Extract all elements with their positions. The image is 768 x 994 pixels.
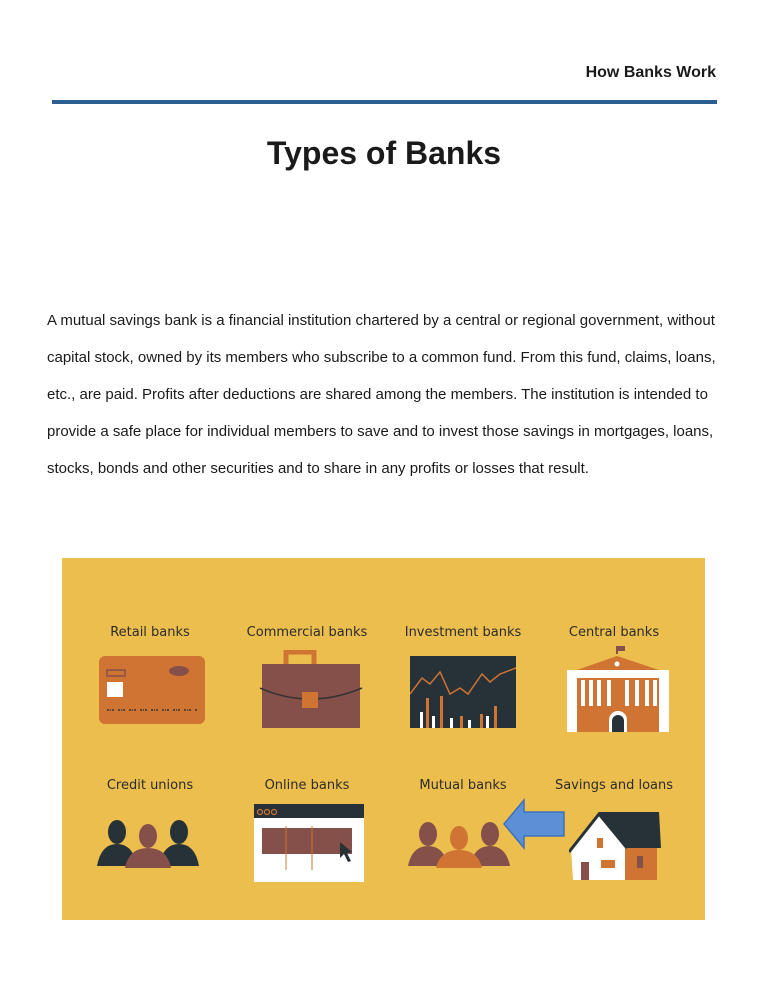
house-icon bbox=[569, 812, 661, 880]
mutual-bank-people-icon bbox=[408, 820, 510, 870]
credit-union-people-icon bbox=[97, 818, 199, 868]
label-investment-banks: Investment banks bbox=[404, 625, 522, 640]
central-bank-building-icon bbox=[567, 644, 669, 732]
left-arrow-icon bbox=[502, 798, 566, 850]
bank-types-illustration bbox=[62, 558, 705, 920]
label-mutual-banks: Mutual banks bbox=[419, 778, 507, 793]
section-header: How Banks Work bbox=[585, 64, 716, 81]
briefcase-icon bbox=[260, 650, 364, 730]
page-title: Types of Banks bbox=[266, 135, 502, 171]
label-credit-unions: Credit unions bbox=[106, 778, 194, 793]
credit-card-icon bbox=[97, 654, 207, 726]
label-retail-banks: Retail banks bbox=[110, 625, 190, 640]
label-commercial-banks: Commercial banks bbox=[246, 625, 368, 640]
online-bank-browser-icon bbox=[254, 804, 364, 882]
label-online-banks: Online banks bbox=[264, 778, 350, 793]
body-paragraph: A mutual savings bank is a financial institution chartered by a central or regional government, without capital stock, owned by its members who subscribe to a common fund. From this fund, claims, loans, etc., are paid. Profits after deductions are shared among the members. The institution is intended to provide a safe place for individual members to save and to invest those savings in mortgages, loans, stocks, bonds and other securities and to share in any profits or losses that result. bbox=[47, 312, 716, 477]
label-central-banks: Central banks bbox=[568, 625, 660, 640]
label-savings-and-loans: Savings and loans bbox=[554, 778, 674, 793]
header-divider bbox=[52, 100, 717, 104]
stock-chart-icon bbox=[410, 656, 516, 728]
